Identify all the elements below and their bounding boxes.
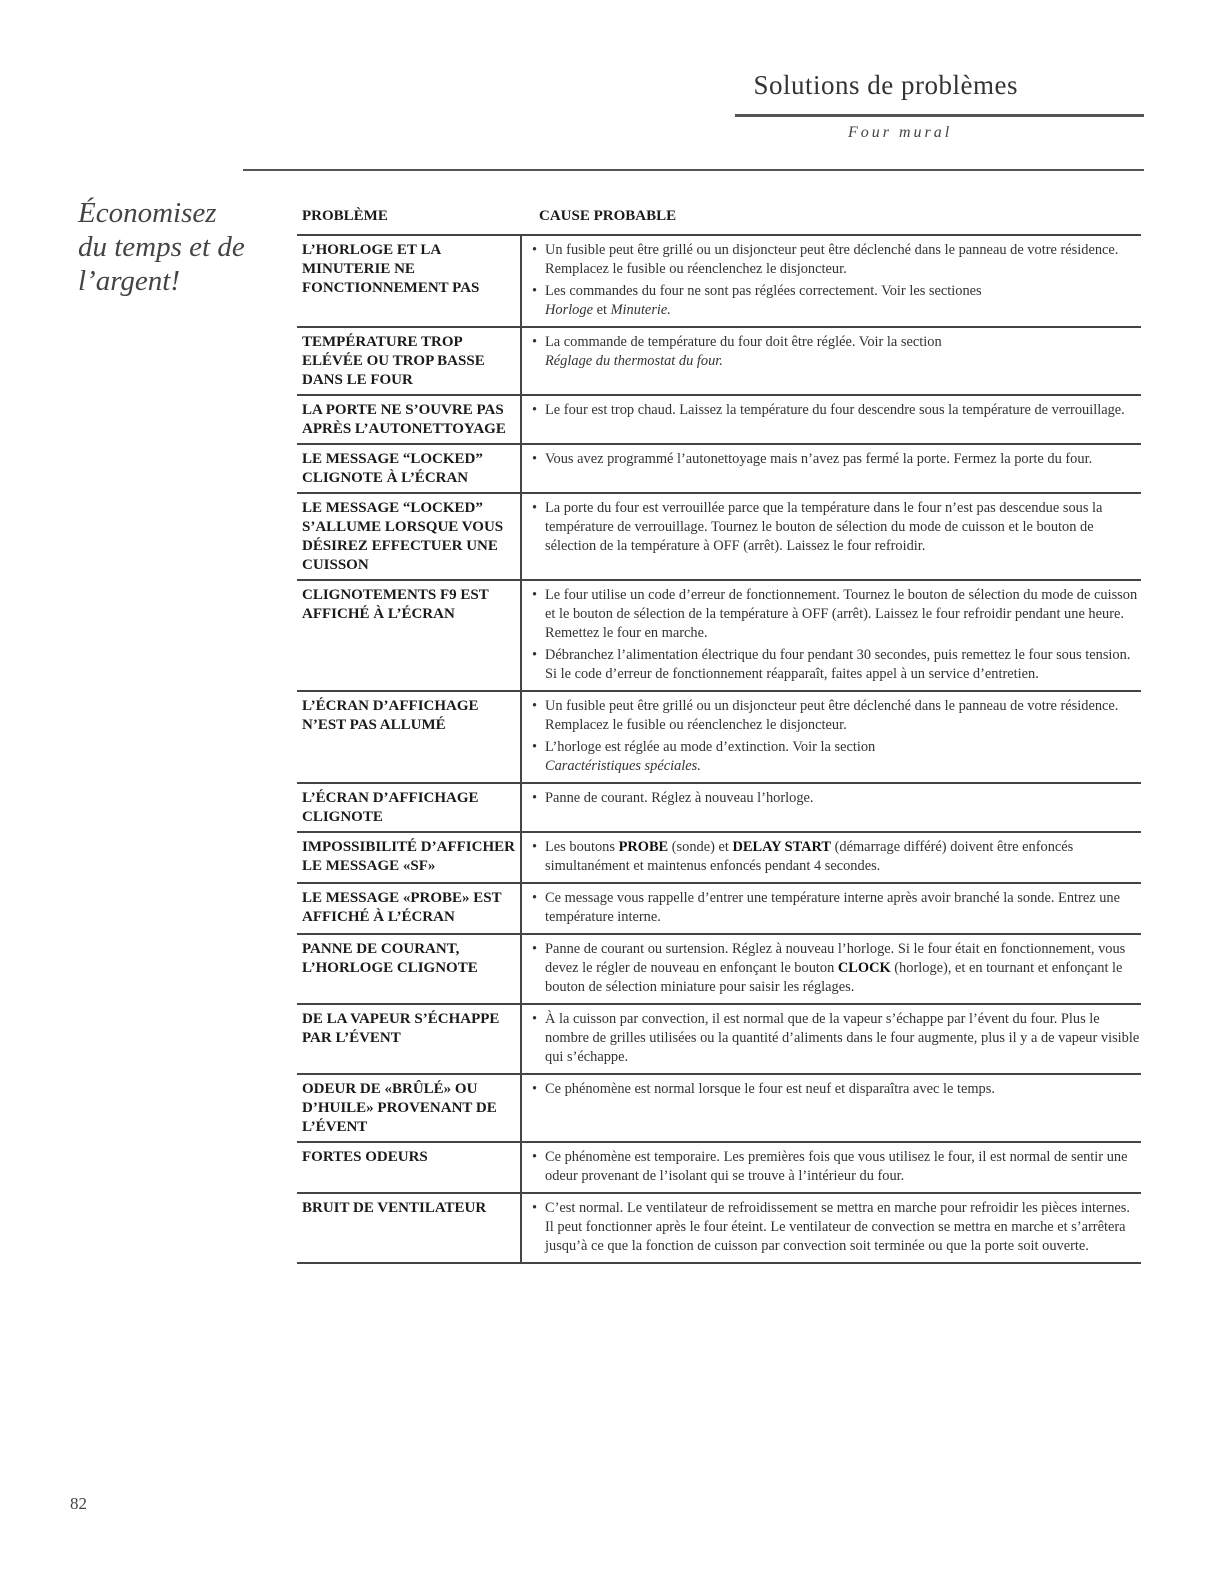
cause-bullet: • Panne de courant. Réglez à nouveau l’horloge.: [532, 789, 1141, 808]
section-ref: Horloge: [545, 302, 593, 318]
button-name: DELAY START: [732, 839, 832, 855]
button-name: CLOCK: [837, 960, 891, 976]
table-row: [297, 492, 1141, 579]
problem-cell: LA PORTE NE S’OUVRE PAS APRÈS L’AUTONETTOYAGE: [302, 402, 506, 437]
troubleshooting-table: [297, 208, 1141, 1264]
table-row: [297, 394, 1141, 443]
section-ref: Réglage du thermostat du four.: [545, 353, 723, 369]
tagline-line: Économisez: [78, 197, 217, 229]
table-row: [297, 443, 1141, 492]
table-row: [297, 326, 1141, 394]
cause-cell: [520, 328, 1141, 394]
cause-cell: [520, 833, 1141, 882]
problem-cell: L’HORLOGE ET LA MINUTERIE NE FONCTIONNEMENT PAS: [302, 242, 480, 296]
problem-cell: DE LA VAPEUR S’ÉCHAPPE PAR L’ÉVENT: [302, 1011, 500, 1046]
page-subtitle: Four mural: [848, 124, 953, 141]
cause-bullet: [532, 282, 1141, 320]
col-header-cause: CAUSE PROBABLE: [539, 208, 677, 224]
page-rule: [243, 169, 1144, 171]
section-ref: Minuterie.: [610, 302, 671, 318]
table-row: [297, 1073, 1141, 1141]
cause-bullet: • Débranchez l’alimentation électrique du four pendant 30 secondes, puis remettez le four sous tension. Si le code d’erreur de fonctionnement réapparaît, faites appel à un service d’entretien.: [532, 646, 1141, 684]
cause-bullet: • À la cuisson par convection, il est normal que de la vapeur s’échappe par l’évent du four. Plus le nombre de grilles utilisées ou la quantité d’aliments dans le four augmente, plus il y a de vapeur visible qui s’échappe.: [532, 1010, 1141, 1067]
problem-cell: LE MESSAGE “LOCKED” CLIGNOTE À L’ÉCRAN: [302, 451, 483, 486]
table-header: [297, 208, 1141, 234]
problem-cell: TEMPÉRATURE TROP ELÉVÉE OU TROP BASSE DANS LE FOUR: [302, 334, 485, 388]
header-rule: [735, 114, 1144, 117]
cause-text: L’horloge est réglée au mode d’extinction. Voir la section: [545, 739, 876, 755]
table-row: [297, 690, 1141, 782]
problem-cell: LE MESSAGE «PROBE» EST AFFICHÉ À L’ÉCRAN: [302, 890, 502, 925]
cause-text: Les commandes du four ne sont pas réglées correctement. Voir les sectiones: [545, 283, 982, 299]
cause-cell: [520, 884, 1141, 933]
cause-cell: [520, 1075, 1141, 1141]
tagline-line: du temps et de: [78, 231, 245, 263]
problem-cell: BRUIT DE VENTILATEUR: [302, 1200, 487, 1216]
cause-bullet: • Le four utilise un code d’erreur de fonctionnement. Tournez le bouton de sélection du mode de cuisson et le bouton de sélection de la température à OFF (arrêt). Laissez le four refroidir pendant une heure. Remettez le four en marche.: [532, 586, 1141, 643]
problem-cell: IMPOSSIBILITÉ D’AFFICHER LE MESSAGE «SF»: [302, 839, 515, 874]
cause-cell: [520, 692, 1141, 782]
cause-bullet: [532, 333, 1141, 371]
cause-bullet: [532, 738, 1141, 776]
table-row: [297, 831, 1141, 882]
cause-cell: [520, 445, 1141, 492]
cause-bullet: • Un fusible peut être grillé ou un disjoncteur peut être déclenché dans le panneau de votre résidence. Remplacez le fusible ou réenclenchez le disjoncteur.: [532, 241, 1141, 279]
problem-cell: CLIGNOTEMENTS F9 EST AFFICHÉ À L’ÉCRAN: [302, 587, 489, 622]
cause-cell: [520, 1005, 1141, 1073]
cause-cell: [520, 935, 1141, 1003]
section-ref: Caractéristiques spéciales.: [545, 758, 701, 774]
tagline: [78, 196, 248, 298]
cause-cell: [520, 1143, 1141, 1192]
cause-cell: [520, 581, 1141, 690]
cause-text: (démarrage différé) doivent être enfoncés simultanément et maintenus enfoncés pendant 4 secondes.: [545, 839, 1074, 874]
cause-cell: [520, 396, 1141, 443]
cause-cell: [520, 784, 1141, 831]
problem-cell: L’ÉCRAN D’AFFICHAGE CLIGNOTE: [302, 790, 479, 825]
cause-bullet: • Le four est trop chaud. Laissez la température du four descendre sous la température de verrouillage.: [532, 401, 1141, 420]
table-row: [297, 579, 1141, 690]
table-row: [297, 234, 1141, 326]
cause-bullet: • Vous avez programmé l’autonettoyage mais n’avez pas fermé la porte. Fermez la porte du four.: [532, 450, 1141, 469]
cause-cell: [520, 494, 1141, 579]
page-title: Solutions de problèmes: [753, 70, 1018, 100]
cause-cell: [520, 1194, 1141, 1262]
problem-cell: L’ÉCRAN D’AFFICHAGE N’EST PAS ALLUMÉ: [302, 698, 479, 733]
page-number: 82: [70, 1494, 87, 1513]
cause-bullet: [532, 838, 1141, 876]
cause-bullet: • Ce message vous rappelle d’entrer une température interne après avoir branché la sonde. Entrez une température interne.: [532, 889, 1141, 927]
cause-text: et: [592, 302, 611, 318]
cause-text: Panne de courant ou surtension. Réglez à nouveau l’horloge. Si le four était en fonctionnement, vous devez le régler de nouveau en enfonçant le bouton: [545, 941, 1126, 976]
cause-bullet: [532, 940, 1141, 997]
table-row: [297, 782, 1141, 831]
problem-cell: PANNE DE COURANT, L’HORLOGE CLIGNOTE: [302, 941, 478, 976]
cause-bullet: • Un fusible peut être grillé ou un disjoncteur peut être déclenché dans le panneau de votre résidence. Remplacez le fusible ou réenclenchez le disjoncteur.: [532, 697, 1141, 735]
table-row: [297, 1003, 1141, 1073]
cause-cell: [520, 236, 1141, 326]
problem-cell: FORTES ODEURS: [302, 1149, 428, 1165]
cause-text: (horloge), et en tournant et enfonçant le bouton de sélection miniature pour saisir les réglages.: [545, 960, 1123, 995]
problem-cell: ODEUR DE «BRÛLÉ» OU D’HUILE» PROVENANT DE L’ÉVENT: [302, 1081, 497, 1135]
cause-bullet: • Ce phénomène est temporaire. Les premières fois que vous utilisez le four, il est normal de sentir une odeur provenant de l’isolant qui se trouve à l’intérieur du four.: [532, 1148, 1141, 1186]
table-row: [297, 933, 1141, 1003]
button-name: PROBE: [618, 839, 669, 855]
cause-text: La commande de température du four doit être réglée. Voir la section: [545, 334, 942, 350]
col-header-problem: PROBLÈME: [302, 208, 388, 224]
table-row: [297, 882, 1141, 933]
cause-text: Les boutons: [545, 839, 619, 855]
cause-bullet: • C’est normal. Le ventilateur de refroidissement se mettra en marche pour refroidir les pièces internes. Il peut fonctionner après le four éteint. Le ventilateur de convection se mettra en marche et s’arrêtera jusqu’à ce que la fonction de cuisson par convection soit terminée ou que la porte soit ouverte.: [532, 1199, 1141, 1256]
table-row: [297, 1141, 1141, 1192]
cause-text: (sonde) et: [668, 839, 733, 855]
table-row: [297, 1192, 1141, 1264]
cause-bullet: • La porte du four est verrouillée parce que la température dans le four n’est pas descendue sous la température de verrouillage. Tournez le bouton de sélection du mode de cuisson et le bouton de sélection de la température à OFF (arrêt). Laissez le four refroidir.: [532, 499, 1141, 556]
tagline-line: l’argent!: [78, 265, 181, 297]
problem-cell: LE MESSAGE “LOCKED” S’ALLUME LORSQUE VOUS DÉSIREZ EFFECTUER UNE CUISSON: [302, 500, 504, 573]
cause-bullet: • Ce phénomène est normal lorsque le four est neuf et disparaîtra avec le temps.: [532, 1080, 1141, 1099]
